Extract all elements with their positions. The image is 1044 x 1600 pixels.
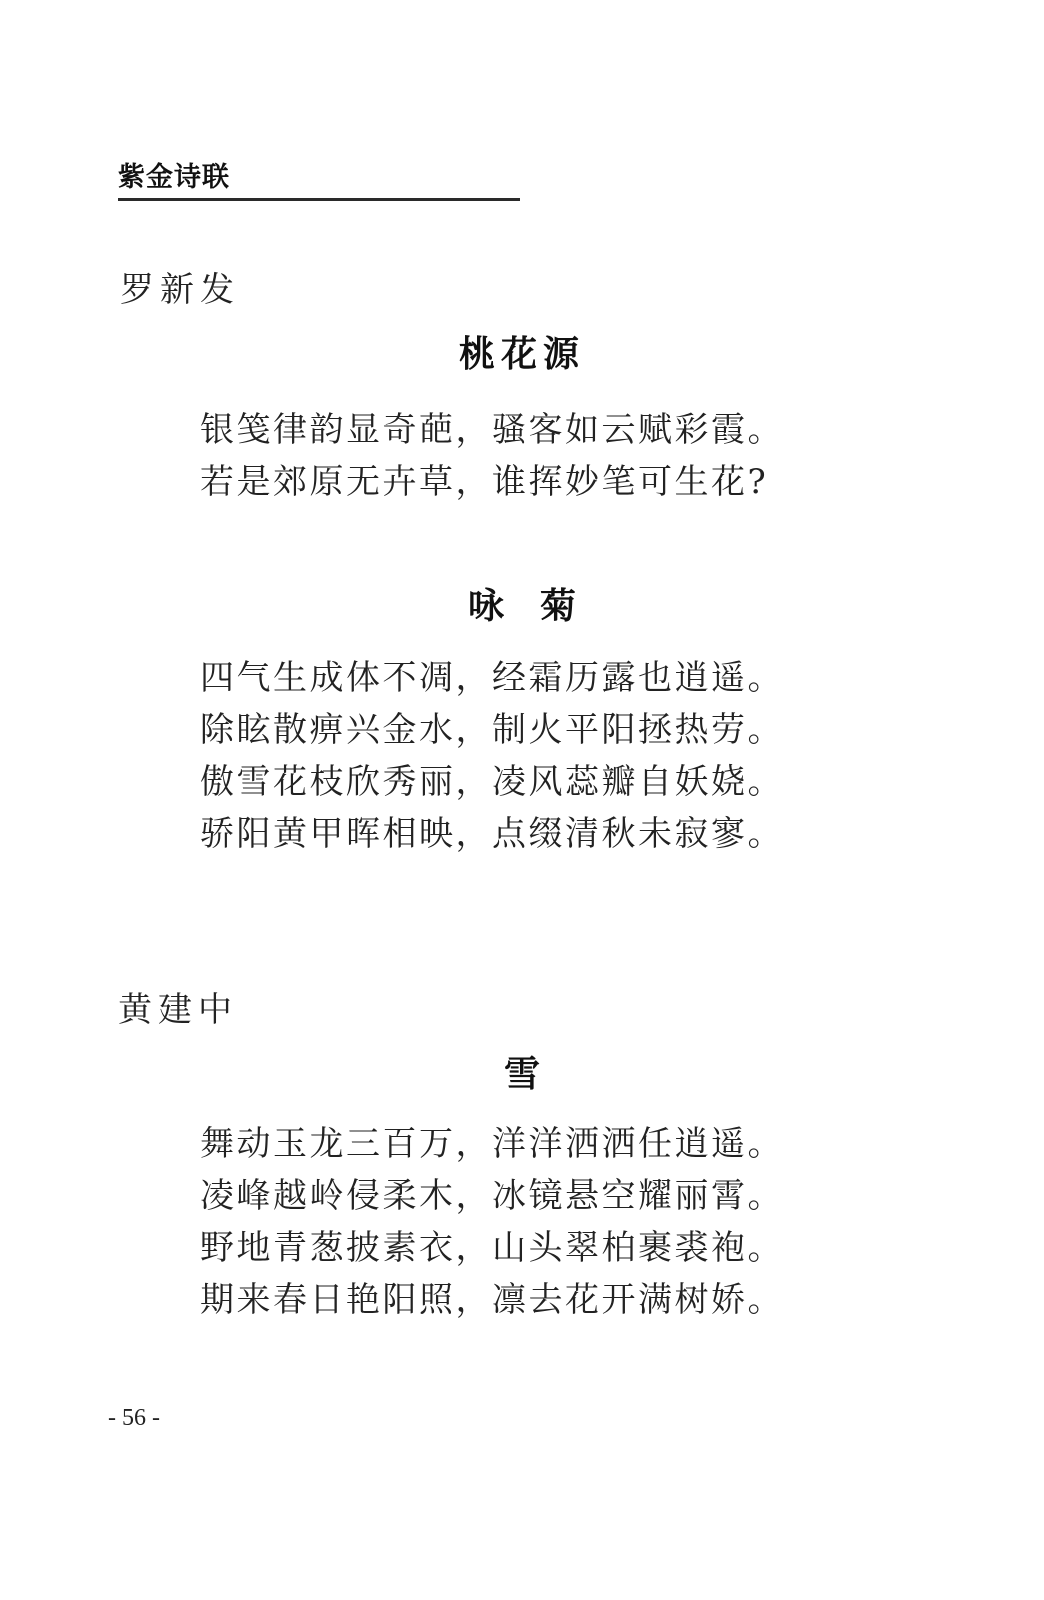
poem-title: 咏 菊 (467, 585, 576, 627)
poem-body (200, 404, 840, 508)
author-name: 黄建中 (118, 990, 238, 1030)
poem-body (200, 1118, 840, 1326)
poem-line: 期来春日艳阳照，凛去花开满树娇。 (200, 1280, 784, 1320)
poem-body (200, 652, 840, 860)
poem-line: 凌峰越岭侵柔木，冰镜悬空耀丽霄。 (200, 1176, 784, 1216)
author-name: 罗新发 (120, 270, 240, 310)
poem-line: 除眩散痹兴金水，制火平阳拯热劳。 (200, 710, 784, 750)
poem-line: 骄阳黄甲晖相映，点缀清秋未寂寥。 (200, 814, 784, 854)
poem-title: 雪 (503, 1053, 540, 1095)
running-header (118, 156, 520, 201)
poem-line: 四气生成体不凋，经霜历露也逍遥。 (200, 658, 784, 698)
page-number: - 56 - (108, 1405, 160, 1431)
poem-title: 桃花源 (458, 333, 585, 375)
poem-line: 银笺律韵显奇葩，骚客如云赋彩霞。 (200, 410, 784, 450)
poem-line: 傲雪花枝欣秀丽，凌风蕊瓣自妖娆。 (200, 762, 784, 802)
header-title: 紫金诗联 (118, 162, 230, 193)
poem-line: 野地青葱披素衣，山头翠柏裹裘袍。 (200, 1228, 784, 1268)
poem-line: 舞动玉龙三百万，洋洋洒洒任逍遥。 (200, 1124, 784, 1164)
poem-line: 若是郊原无卉草，谁挥妙笔可生花? (200, 462, 769, 502)
